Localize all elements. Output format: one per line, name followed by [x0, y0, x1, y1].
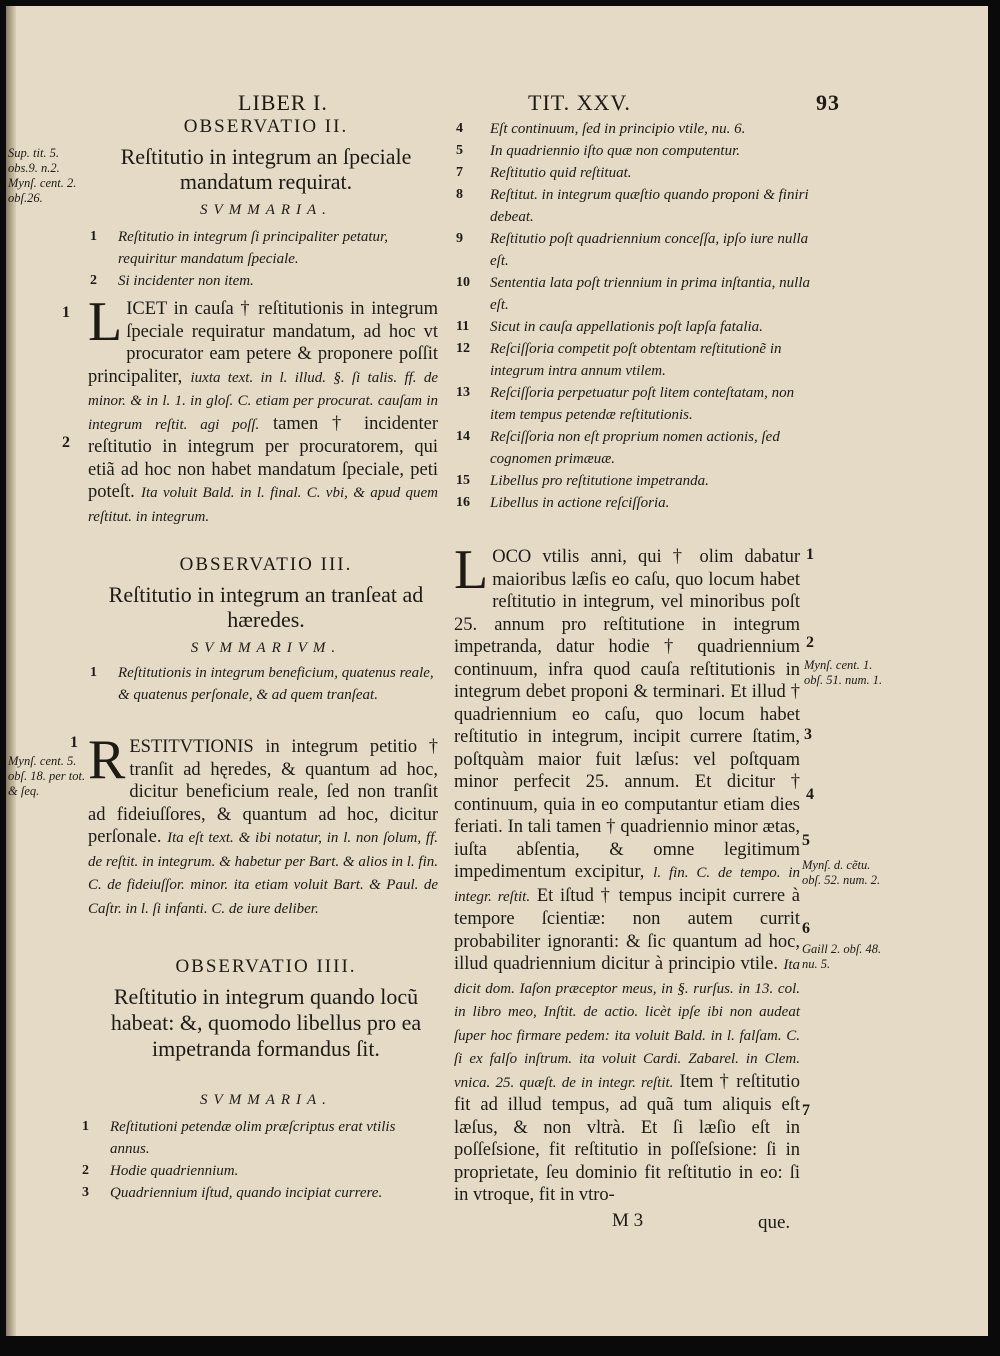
margin-number: 7 [802, 1102, 810, 1119]
margin-number: 1 [806, 546, 814, 563]
margin-number: 4 [806, 786, 814, 803]
obs2-summaria-label: SVMMARIA. [200, 202, 332, 218]
margin-number: 1 [62, 304, 70, 321]
summary-item: 5 In quadriennio iſto quæ non computentur. [456, 143, 740, 159]
summary-item: 9 Reſtitutio poſt quadriennium conceſſa, ipſo iure nulla eſt. [456, 231, 809, 269]
margin-note: Sup. tit. 5. obs.9. n.2. Mynſ. cent. 2. obſ.26. [8, 146, 77, 205]
obs3-body: RESTITVTIONIS in integrum petitio † tranſit ad hęredes, & quantum ad hoc, dicitur beneficium reale, ſed non tranſit ad fideiuſſores, & quantum ad hoc, dicitur perſonale. Ita eſt text. & ibi notatur, in l. non ſolum, ff. de reſtit. in integrum. & habetur per Bart. & alios in l. fin. C. de fideiuſſor. minor. ita etiam voluit Bart. & Paul. de Caſtr. in l. ſi infanti. C. de iure deliber. [88, 729, 438, 917]
obs4-title: OBSERVATIO IIII. [175, 956, 357, 977]
obs3-subtitle: Reſtitutio in integrum an tranſeat ad hæredes. [108, 582, 424, 632]
summary-item: 3 Quadriennium iſtud, quando incipiat currere. [82, 1185, 383, 1201]
summary-item: 8 Reſtitut. in integrum quæſtio quando proponi & finiri debeat. [456, 187, 809, 225]
margin-note: Mynſ. cent. 5. obſ. 18. per tot. & ſeq. [8, 754, 86, 798]
summary-item: 7 Reſtitutio quid reſtituat. [456, 165, 632, 181]
summary-item: 1 Reſtitutio in integrum ſi principaliter petatur, requiritur mandatum ſpeciale. [90, 229, 388, 267]
summary-item: 2 Hodie quadriennium. [82, 1163, 239, 1179]
page-number: 93 [816, 90, 840, 115]
summary-item: 16 Libellus in actione reſciſſoria. [456, 495, 670, 511]
obs4-subtitle: Reſtitutio in integrum quando locũ habeat: &, quomodo libellus pro ea impetranda formandus ſit. [110, 984, 422, 1061]
obs3-summarium [90, 662, 438, 706]
running-head-title: TIT. XXV. [528, 90, 631, 115]
signature-mark: M 3 [612, 1210, 644, 1231]
obs2-summaria [90, 226, 438, 292]
running-head-liber: LIBER I. [238, 90, 328, 115]
summary-item: 4 Eſt continuum, ſed in principio vtile, nu. 6. [456, 121, 746, 137]
margin-note: Mynſ. d. cẽtu. obſ. 52. num. 2. [802, 858, 881, 887]
margin-note: Mynſ. cent. 1. obſ. 51. num. 1. [804, 658, 883, 687]
drop-cap: L [454, 539, 489, 601]
summary-item: 12 Reſciſſoria competit poſt obtentam reſtitutionẽ in integrum intra annum vtilem. [456, 341, 782, 379]
margin-number: 6 [802, 920, 810, 937]
obs4-summaria-label: SVMMARIA. [200, 1092, 332, 1108]
catchword: que. [758, 1212, 791, 1233]
obs2-subtitle: Reſtitutio in integrum an ſpeciale mandatum requirat. [120, 144, 412, 194]
margin-number: 2 [62, 434, 70, 451]
summary-item: 11 Sicut in cauſa appellationis poſt lapſa fatalia. [456, 319, 763, 335]
summary-item: 2 Si incidenter non item. [90, 273, 254, 289]
margin-number: 3 [804, 726, 812, 743]
obs2-title: OBSERVATIO II. [183, 116, 349, 137]
drop-cap: L [88, 291, 123, 353]
book-page [6, 6, 988, 1336]
summary-item: 1 Reſtitutionis in integrum beneficium, quatenus reale, & quatenus perſonale, & ad quem tranſeat. [90, 665, 434, 703]
summary-item: 14 Reſciſſoria non eſt proprium nomen actionis, ſed cognomen primæuæ. [456, 429, 780, 467]
obs4-body: LOCO vtilis anni, qui † olim dabatur maioribus læſis eo caſu, quo locum habet reſtitutio in integrum, vel minoribus poſt 25. annum pro reſtitutione in integrum impetranda, datur hodie † quadriennium continuum, infra quod cauſa reſtitutionis in integrum debet proponi & terminari. Et illud † quadriennium eo caſu, quo locum habet reſtitutio in integrum, incipit currere ſtatim, poſtquàm maior fuit læſus: vel poſtquam minor perfecit 25. annum. Et dicitur † continuum, quia in eo computantur etiam dies feriati. In tali tamen † quadriennio minor ætas, iuſta abſentia, & omne legitimum impedimentum excipitur, l. fin. C. de tempo. in integr. reſtit. Et iſtud † tempus incipit currere à tempore ſcientiæ: non autem currit probabiliter ignoranti: & ſic quantum ad hoc, illud quadriennium dicitur à principio vtile. Ita dicit dom. Iaſon præceptor meus, in §. rurſus. in 13. col. in libro meo, Inſtit. de actio. licèt ipſe ibi non audeat ſuper hoc firmare pedem: ita voluit Bald. in l. falſam. C. ſi ex falſo inſtrum. ita voluit Cardi. Zabarel. in Clem. vnica. 25. quæſt. de in integr. reſtit. Item † reſtitutio fit ad illud tempus, ad quã tum aliquis eſt læſus, & non vltrà. Et ſi læſio eſt in poſſeſsione, fit reſtitutio in poſſeſsione: ſi in proprietate, ſeu dominio fit reſtitutio in eo: ſi in vtroque, fit in vtro- [454, 539, 800, 1205]
obs4-summaria-part1 [82, 1116, 438, 1204]
summary-item: 15 Libellus pro reſtitutione impetranda. [456, 473, 709, 489]
summary-item: 1 Reſtitutioni petendæ olim præſcriptus erat vtilis annus. [82, 1119, 396, 1157]
obs2-body: LICET in cauſa † reſtitutionis in integrum ſpeciale requiratur mandatum, ad hoc vt procurator eam petere & proponere poſſit principaliter, iuxta text. in l. illud. §. ſi talis. ff. de minor. & in l. 1. in gloſ. C. etiam per procurat. cauſam in integrum reſtit. agi poſſ. tamen † incidenter reſtitutio in integrum per procuratorem, qui etiã ad hoc non habet mandatum ſpeciale, peti poteſt. Ita voluit Bald. in l. final. C. vbi, & apud quem reſtitut. in integrum. [88, 291, 439, 525]
margin-number: 5 [802, 832, 810, 849]
drop-cap: R [88, 729, 126, 791]
margin-number: 2 [806, 634, 814, 651]
margin-note: Gaill 2. obſ. 48. nu. 5. [802, 942, 882, 971]
obs3-summarium-label: SVMMARIVM. [190, 640, 342, 656]
obs3-title: OBSERVATIO III. [179, 554, 353, 575]
summary-item: 13 Reſciſſoria perpetuatur poſt litem conteſtatam, non item tempus petendæ reſtitutionis. [456, 385, 795, 423]
obs4-summaria-part2 [456, 118, 814, 514]
summary-item: 10 Sententia lata poſt triennium in prima inſtantia, nulla eſt. [456, 275, 810, 313]
margin-number: 1 [70, 734, 78, 751]
